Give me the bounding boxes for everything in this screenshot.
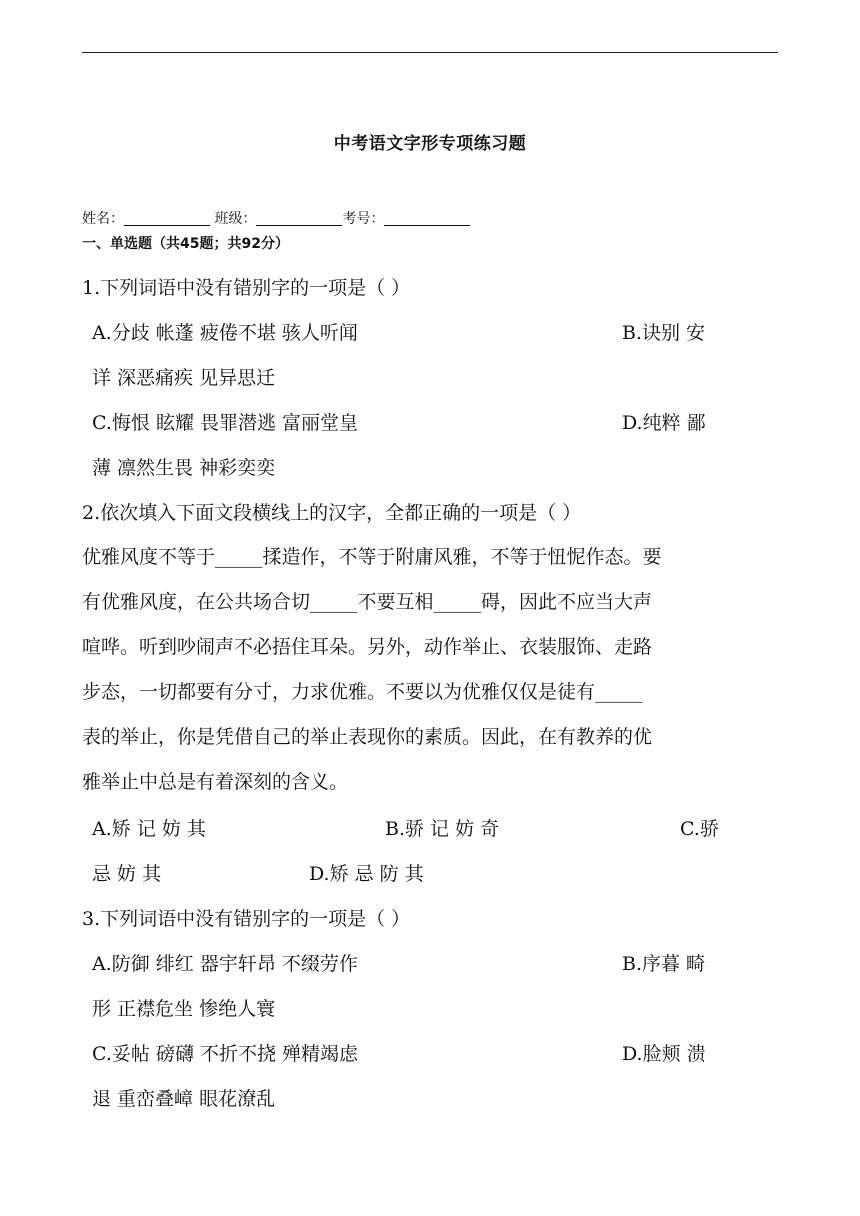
question-1-option-d[interactable]: D.纯粹 鄙 (622, 412, 706, 434)
class-blank[interactable] (256, 211, 342, 226)
header-rule (82, 52, 778, 53)
question-3-option-c[interactable]: C.妥帖 磅礴 不折不挠 殚精竭虑 (92, 1043, 359, 1065)
question-1-option-b-continued: 详 深恶痛疾 见异思迁 (92, 367, 276, 389)
question-2-option-c[interactable]: C.骄 (680, 818, 719, 840)
question-3-stem: 3.下列词语中没有错别字的一项是（ ） (82, 908, 411, 930)
question-2-passage-line: 喧哗。听到吵闹声不必捂住耳朵。另外，动作举止、衣装服饰、走路 (82, 636, 653, 658)
name-blank[interactable] (124, 211, 210, 226)
question-1-stem: 1.下列词语中没有错别字的一项是（ ） (82, 277, 411, 299)
question-1-option-d-continued: 薄 凛然生畏 神彩奕奕 (92, 457, 276, 479)
question-2-passage-line: 步态，一切都要有分寸，力求优雅。不要以为优雅仅仅是徒有_____ (82, 681, 643, 703)
question-2-option-d[interactable]: D.矫 忌 防 其 (309, 863, 424, 885)
question-1-option-a[interactable]: A.分歧 帐蓬 疲倦不堪 骇人听闻 (92, 322, 358, 344)
question-2-option-c-continued: 忌 妨 其 (92, 863, 162, 885)
name-label: 姓名： (82, 211, 124, 227)
question-3-option-d-continued: 退 重峦叠嶂 眼花潦乱 (92, 1088, 276, 1110)
question-3-option-b[interactable]: B.序暮 畸 (622, 953, 706, 975)
page-title: 中考语文字形专项练习题 (333, 134, 527, 154)
section-heading: 一、单选题（共45题；共92分） (82, 236, 289, 252)
question-2-passage-line: 表的举止，你是凭借自己的举止表现你的素质。因此，在有教养的优 (82, 726, 653, 748)
question-3-option-d[interactable]: D.脸颊 溃 (622, 1043, 706, 1065)
question-2-option-a[interactable]: A.矫 记 妨 其 (92, 818, 206, 840)
question-2-option-b[interactable]: B.骄 记 妨 奇 (385, 818, 500, 840)
student-info-line (82, 208, 470, 228)
id-blank[interactable] (384, 211, 470, 226)
id-label: 考号： (342, 211, 385, 227)
question-2-passage-line: 雅举止中总是有着深刻的含义。 (82, 771, 349, 793)
question-3-option-b-continued: 形 正襟危坐 惨绝人寰 (92, 998, 276, 1020)
question-2-passage-line: 优雅风度不等于_____揉造作，不等于附庸风雅，不等于忸怩作态。要 (82, 546, 662, 568)
question-1-option-c[interactable]: C.悔恨 眩耀 畏罪潜逃 富丽堂皇 (92, 412, 359, 434)
question-2-passage-line: 有优雅风度，在公共场合切_____不要互相_____碍，因此不应当大声 (82, 591, 653, 613)
question-1-option-b[interactable]: B.诀别 安 (622, 322, 706, 344)
class-label: 班级： (214, 211, 257, 227)
question-3-option-a[interactable]: A.防御 绯红 器宇轩昂 不缀劳作 (92, 953, 358, 975)
question-2-stem: 2.依次填入下面文段横线上的汉字，全都正确的一项是（ ） (82, 502, 582, 524)
